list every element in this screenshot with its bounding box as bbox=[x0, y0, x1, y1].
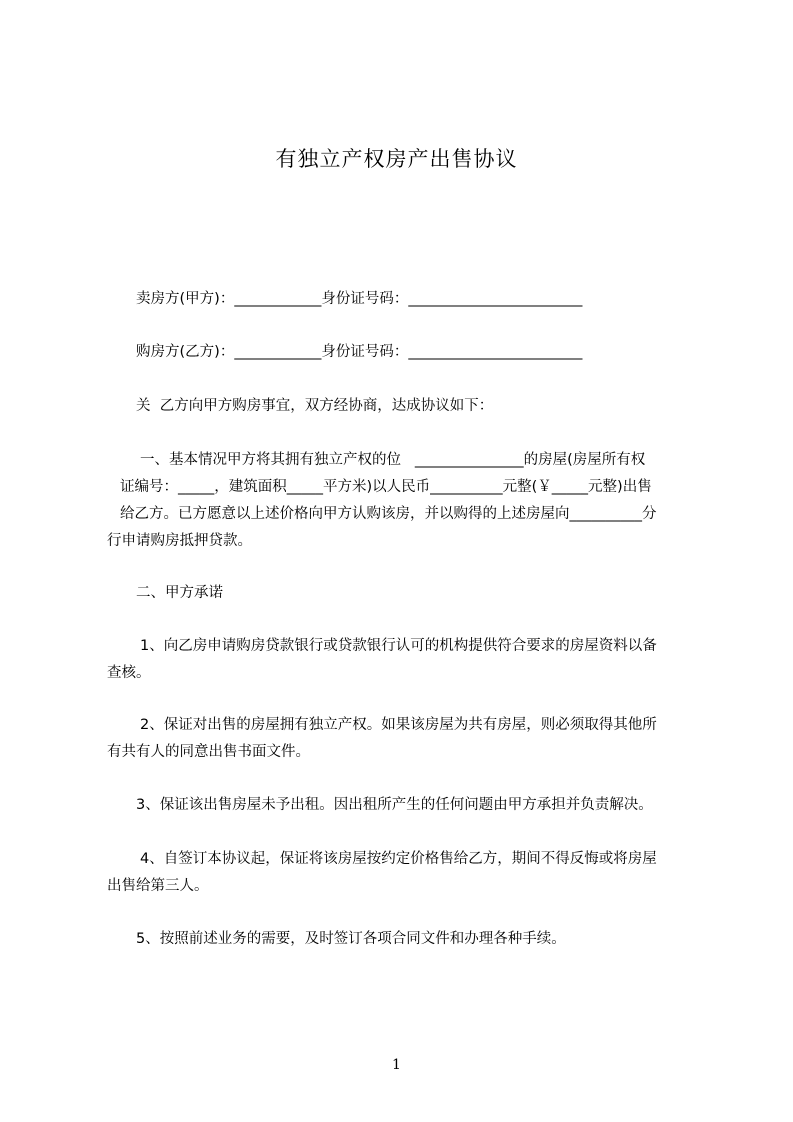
commitment-2-line-2: 有共有人的同意出售书面文件。 bbox=[107, 744, 310, 760]
commitment-5-line-1: 5、按照前述业务的需要，及时签订各项合同文件和办理各种手续。 bbox=[136, 931, 566, 947]
document-title: 有独立产权房产出售协议 bbox=[275, 147, 518, 171]
commitment-1-line-1: 1、向乙房申请购房贷款银行或贷款银行认可的机构提供符合要求的房屋资料以备 bbox=[140, 638, 657, 654]
commitment-4-line-1: 4、自签订本协议起，保证将该房屋按约定价格售给乙方，期间不得反悔或将房屋 bbox=[140, 851, 657, 867]
section-1-line-3: 给乙方。已方愿意以上述价格向甲方认购该房，并以购得的上述房屋向__________分 bbox=[120, 506, 657, 522]
commitment-3-line-1: 3、保证该出售房屋未予出租。因出租所产生的任何问题由甲方承担并负责解决。 bbox=[136, 797, 653, 813]
seller-line: 卖房方(甲方)：____________身份证号码：________________________ bbox=[136, 291, 583, 307]
buyer-line: 购房方(乙方)：____________身份证号码：________________________ bbox=[136, 344, 583, 360]
section-1-line-1: 一、基本情况甲方将其拥有独立产权的位 _______________的房屋(房屋所有权 bbox=[140, 452, 646, 468]
section-1-line-4: 行申请购房抵押贷款。 bbox=[107, 533, 252, 549]
page-number: 1 bbox=[392, 1057, 401, 1073]
commitment-2-line-1: 2、保证对出售的房屋拥有独立产权。如果该房屋为共有房屋，则必须取得其他所 bbox=[140, 717, 657, 733]
section-2-heading: 二、甲方承诺 bbox=[136, 585, 223, 601]
section-1-line-2: 证编号：_____，建筑面积_____平方米)以人民币__________元整(￥_____元整)出售 bbox=[120, 479, 652, 495]
intro-line: 关 乙方向甲方购房事宜，双方经协商，达成协议如下： bbox=[136, 398, 494, 414]
commitment-4-line-2: 出售给第三人。 bbox=[107, 878, 209, 894]
commitment-1-line-2: 查核。 bbox=[107, 665, 151, 681]
